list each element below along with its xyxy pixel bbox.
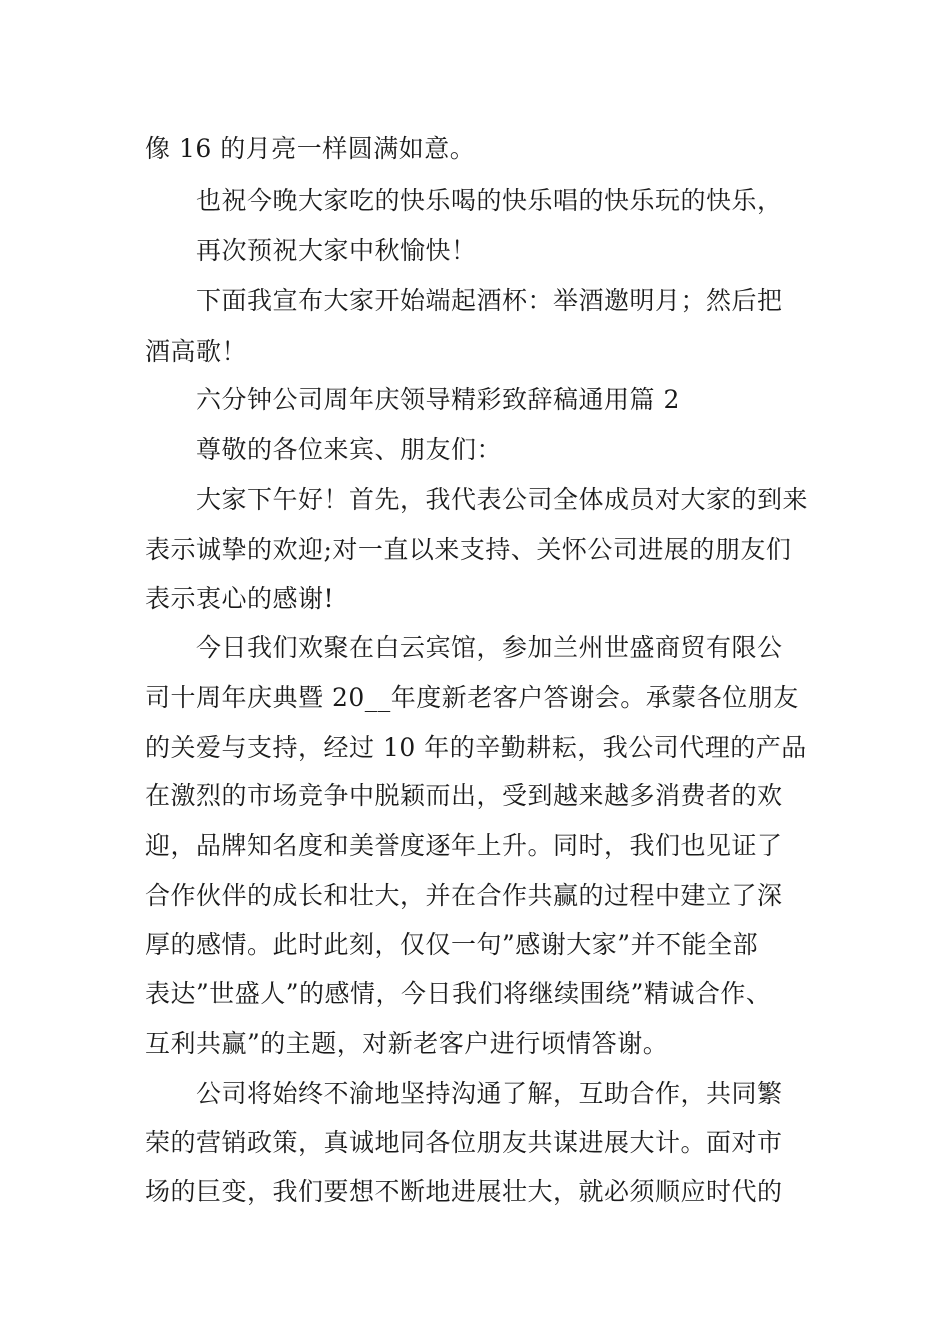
text-line: 再次预祝大家中秋愉快！ [196, 236, 477, 265]
text-line: 今日我们欢聚在白云宾馆，参加兰州世盛商贸有限公 [196, 633, 783, 662]
text-line: 厚的感情。此时此刻，仅仅一句”感谢大家”并不能全部 [145, 930, 759, 959]
text-line: 司十周年庆典暨 20__年度新老客户答谢会。承蒙各位朋友 [145, 683, 799, 712]
text-line: 表示衷心的感谢! [145, 584, 335, 613]
text-line: 合作伙伴的成长和壮大，并在合作共赢的过程中建立了深 [145, 881, 783, 910]
text-line: 场的巨变，我们要想不断地进展壮大，就必须顺应时代的 [145, 1177, 783, 1206]
text-line: 表达”世盛人”的感情，今日我们将继续围绕”精诚合作、 [145, 979, 772, 1008]
section-heading: 六分钟公司周年庆领导精彩致辞稿通用篇 2 [196, 385, 680, 414]
text-line: 大家下午好！首先，我代表公司全体成员对大家的到来 [196, 485, 809, 514]
text-line: 也祝今晚大家吃的快乐喝的快乐唱的快乐玩的快乐， [196, 186, 783, 215]
text-line: 荣的营销政策，真诚地同各位朋友共谋进展大计。面对市 [145, 1128, 783, 1157]
text-line: 在激烈的市场竞争中脱颖而出，受到越来越多消费者的欢 [145, 781, 783, 810]
text-line: 像 16 的月亮一样圆满如意。 [145, 134, 476, 163]
text-line: 表示诚挚的欢迎;对一直以来支持、关怀公司进展的朋友们 [145, 535, 792, 564]
text-line: 互利共赢”的主题，对新老客户进行顷情答谢。 [145, 1029, 669, 1058]
salutation: 尊敬的各位来宾、朋友们： [196, 435, 503, 464]
text-line: 迎，品牌知名度和美誉度逐年上升。同时，我们也见证了 [145, 831, 783, 860]
text-line: 的关爱与支持，经过 10 年的辛勤耕耘，我公司代理的产品 [145, 733, 807, 762]
text-line: 公司将始终不渝地坚持沟通了解，互助合作，共同繁 [196, 1079, 783, 1108]
text-line: 下面我宣布大家开始端起酒杯：举酒邀明月；然后把 [196, 286, 783, 315]
text-line: 酒高歌！ [145, 337, 248, 366]
